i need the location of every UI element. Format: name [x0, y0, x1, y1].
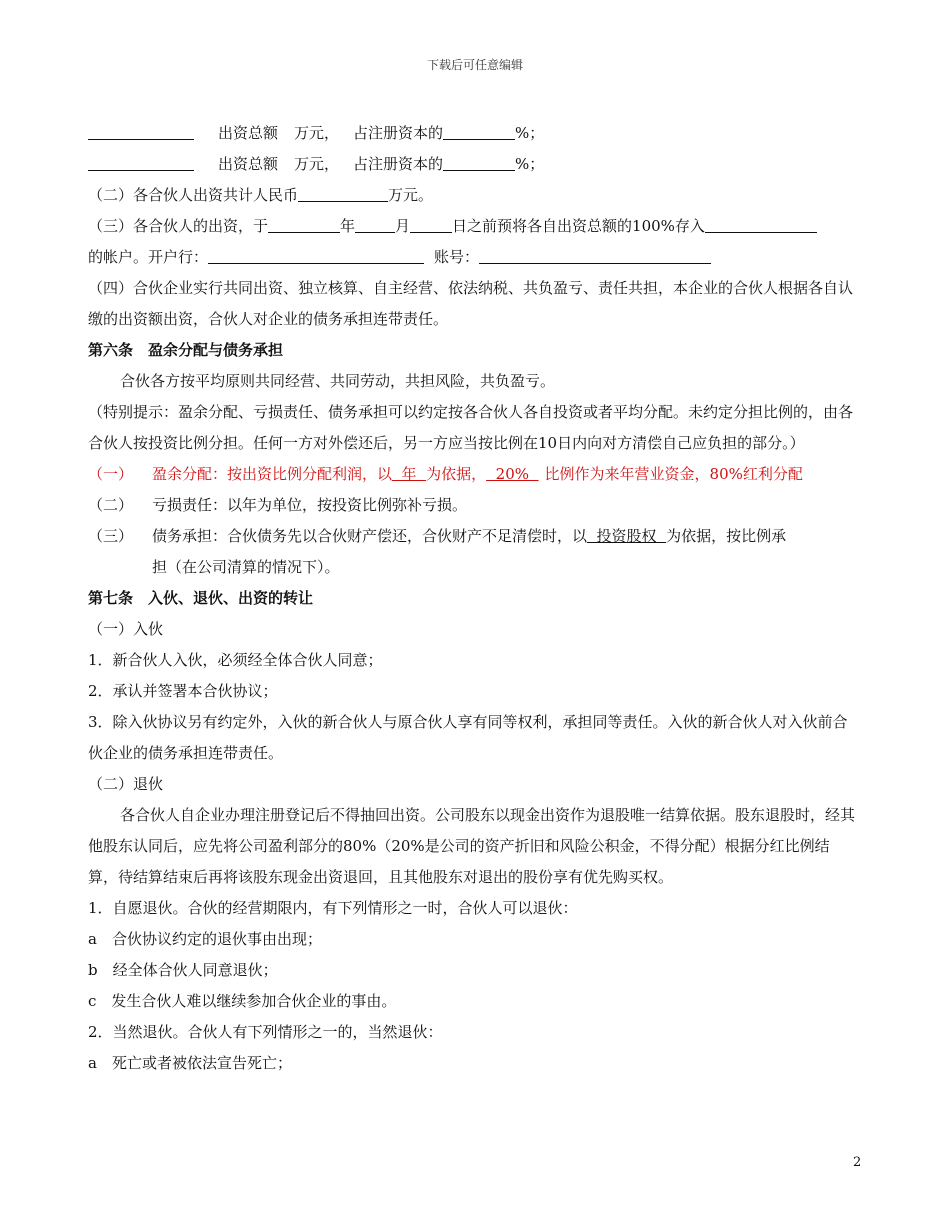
text: 日之前预将各自出资总额的100%存入	[452, 217, 705, 235]
text: 为依据，	[426, 465, 487, 483]
quit-item-1a: a 合伙协议约定的退伙事由出现；	[88, 930, 322, 948]
text: 占注册资本的	[353, 155, 444, 173]
investor-line-1	[88, 118, 858, 149]
deposit-line	[88, 211, 858, 242]
quit-item-2a: a 死亡或者被依法宣告死亡；	[88, 1054, 292, 1072]
text: 账号：	[434, 248, 480, 266]
item-number: （二）	[88, 496, 134, 514]
blank-total-amount[interactable]	[298, 183, 388, 202]
profit-distribution	[88, 459, 858, 490]
text: 的帐户。开户行：	[88, 248, 209, 266]
investor-line-2	[88, 149, 858, 180]
join-heading: （一）入伙	[88, 620, 164, 638]
text: （三）各合伙人的出资，于	[88, 217, 269, 235]
item-number: （一）	[88, 465, 134, 483]
quit-item-1c: c 发生合伙人难以继续参加合伙企业的事由。	[88, 992, 397, 1010]
article-7-title: 第七条 入伙、退伙、出资的转让	[88, 589, 314, 607]
text: %；	[515, 155, 545, 173]
blank-account-number[interactable]	[479, 245, 711, 264]
text: 亏损责任：以年为单位，按投资比例弥补亏损。	[152, 496, 468, 514]
text: 出资总额	[218, 155, 279, 173]
quit-paragraph: 各合伙人自企业办理注册登记后不得抽回出资。公司股东以现金出资作为退股唯一结算依据。股东退股时，经其他股东认同后，应先将公司盈利部分的80%（20%是公司的资产折旧和风险公积金，不得分配）根据分红比例结算，待结算结束后再将该股东现金出资退回，且其他股东对退出的股份享有优先购买权。	[88, 806, 856, 886]
text: 占注册资本的	[353, 124, 444, 142]
blank-percent[interactable]	[443, 121, 515, 140]
text: （二）各合伙人出资共计人民币	[88, 186, 299, 204]
join-item-3: 3．除入伙协议另有约定外，入伙的新合伙人与原合伙人享有同等权利，承担同等责任。入伙的新合伙人对入伙前合伙企业的债务承担连带责任。	[88, 713, 848, 762]
blank-month[interactable]	[355, 214, 395, 233]
article-6-paragraph: 合伙各方按平均原则共同经营、共同劳动，共担风险，共负盈亏。	[120, 372, 556, 390]
text: 万元，	[294, 155, 340, 173]
blank-account-holder[interactable]	[705, 214, 817, 233]
blank-percent[interactable]	[443, 152, 515, 171]
text: 债务承担：合伙债务先以合伙财产偿还，合伙财产不足清偿时，以	[152, 527, 588, 545]
quit-item-1b: b 经全体合伙人同意退伙；	[88, 961, 278, 979]
page-number: 2	[853, 1155, 862, 1170]
debt-continuation: 担（在公司清算的情况下）。	[152, 558, 340, 576]
underlined-value: 20%	[486, 465, 539, 483]
text: 出资总额	[218, 124, 279, 142]
text: 万元。	[388, 186, 434, 204]
blank-bank[interactable]	[208, 245, 424, 264]
blank-partner-name[interactable]	[88, 152, 194, 171]
article-6-title: 第六条 盈余分配与债务承担	[88, 341, 284, 359]
blank-year[interactable]	[268, 214, 340, 233]
text: %；	[515, 124, 545, 142]
special-note: （特别提示：盈余分配、亏损责任、债务承担可以约定按各合伙人各自投资或者平均分配。未约定分担比例的，由各合伙人按投资比例分担。任何一方对外偿还后，另一方应当按比例在10日内向对方清偿自己应负担的部分。）	[88, 403, 854, 452]
quit-heading: （二）退伙	[88, 775, 164, 793]
join-item-2: 2．承认并签署本合伙协议；	[88, 682, 278, 700]
text: 为依据，按比例承	[666, 527, 787, 545]
text: 盈余分配：按出资比例分配利润，以	[152, 465, 393, 483]
text: 年	[340, 217, 356, 235]
quit-item-1: 1．自愿退伙。合伙的经营期限内，有下列情形之一时，合伙人可以退伙：	[88, 899, 578, 917]
blank-partner-name[interactable]	[88, 121, 194, 140]
loss-responsibility	[88, 490, 858, 521]
item-number: （三）	[88, 527, 134, 545]
total-investment-line	[88, 180, 858, 211]
blank-day[interactable]	[410, 214, 452, 233]
account-line	[88, 242, 858, 273]
underlined-value: 年	[392, 465, 427, 483]
debt-responsibility	[88, 521, 858, 552]
page-header: 下载后可任意编辑	[426, 58, 523, 72]
underlined-value: 投资股权	[587, 527, 667, 545]
text: 比例作为来年营业资金，80%红利分配	[544, 465, 803, 483]
join-item-1: 1．新合伙人入伙，必须经全体合伙人同意；	[88, 651, 383, 669]
text: 月	[395, 217, 411, 235]
text: 万元，	[294, 124, 340, 142]
clause-four: （四）合伙企业实行共同出资、独立核算、自主经营、依法纳税、共负盈亏、责任共担，本企业的合伙人根据各自认缴的出资额出资，合伙人对企业的债务承担连带责任。	[88, 279, 854, 328]
quit-item-2: 2．当然退伙。合伙人有下列情形之一的，当然退伙：	[88, 1023, 443, 1041]
document-body	[88, 118, 858, 1079]
